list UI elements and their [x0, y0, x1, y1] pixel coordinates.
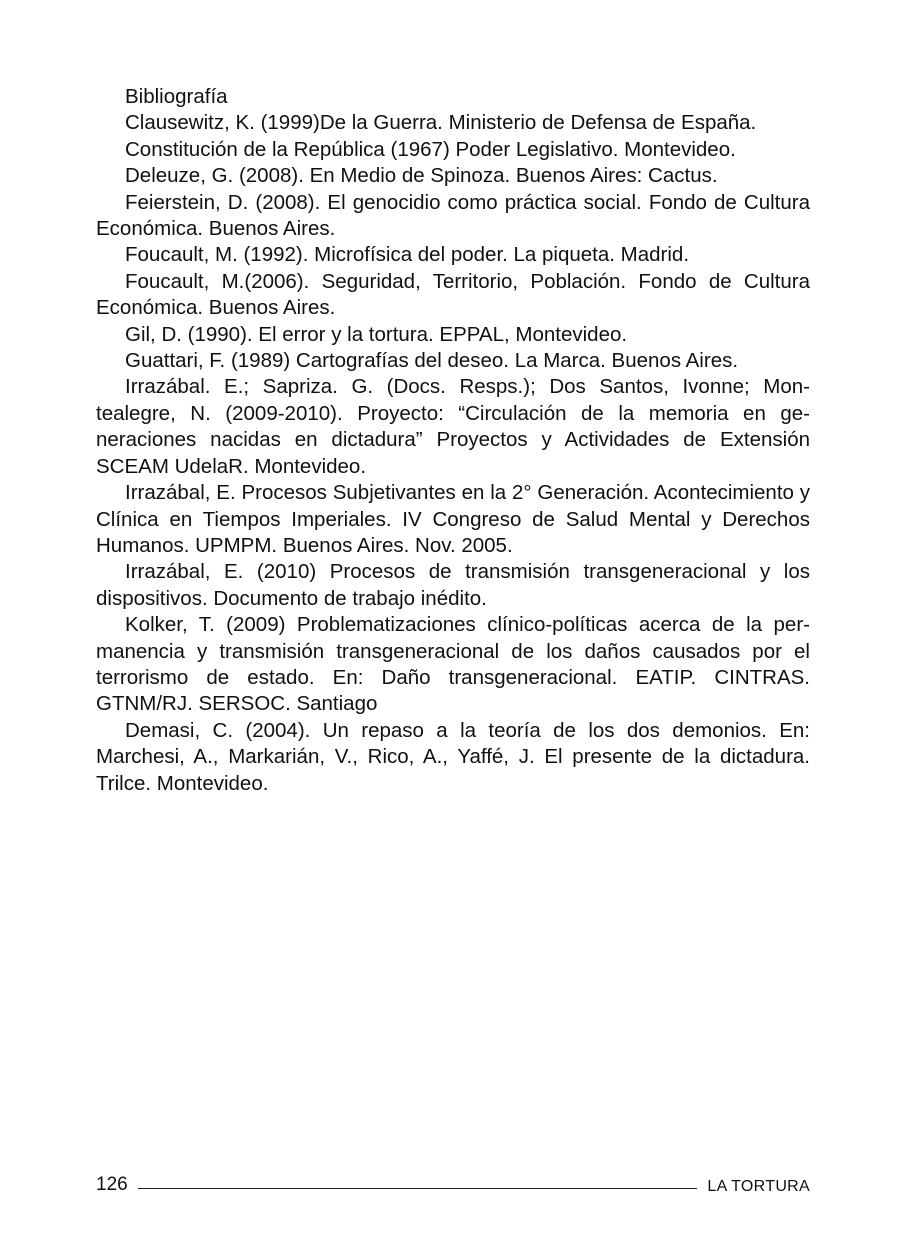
reference-entry: Kolker, T. (2009) Problematizaciones clínico-políticas acerca de la permanencia y transmisión transgeneracional de los daños causados por el terrorismo de estado. En: Daño transgeneracional. EATIP. CINTRAS. GTNM/RJ. SERSOC. Santiago — [96, 613, 810, 716]
bibliography-section — [96, 84, 810, 797]
reference-entry: Guattari, F. (1989) Cartografías del deseo. La Marca. Buenos Aires. — [125, 349, 739, 373]
reference-entry: Deleuze, G. (2008). En Medio de Spinoza. Buenos Aires: Cactus. — [125, 164, 718, 188]
page-number: 126 — [96, 1174, 128, 1195]
bibliography-heading: Bibliografía — [125, 85, 228, 108]
reference-entry: Demasi, C. (2004). Un repaso a la teoría de los dos demonios. En: Marchesi, A., Markarián, V., Rico, A., Yaffé, J. El presente de la dictadura. Trilce. Montevideo. — [96, 718, 810, 795]
reference-entry: Gil, D. (1990). El error y la tortura. EPPAL, Montevideo. — [125, 322, 628, 346]
footer-rule — [138, 1188, 698, 1189]
reference-entry: Constitución de la República (1967) Poder Legislativo. Montevideo. — [125, 137, 736, 161]
reference-entry: Feierstein, D. (2008). El genocidio como práctica social. Fondo de Cultura Económica. Buenos Aires. — [96, 190, 810, 241]
reference-entry: Foucault, M. (1992). Microfísica del poder. La piqueta. Madrid. — [125, 243, 690, 267]
reference-entry: Irrazábal, E. Procesos Subjetivantes en la 2° Generación. Acontecimiento y Clínica en Tiempos Imperiales. IV Congreso de Salud Mental y Derechos Humanos. UPMPM. Buenos Aires. Nov. 2005. — [96, 481, 810, 557]
reference-entry: Foucault, M.(2006). Seguridad, Territorio, Población. Fondo de Cultura Económica. Buenos Aires. — [96, 269, 810, 320]
reference-list — [96, 110, 810, 797]
reference-entry: Clausewitz, K. (1999)De la Guerra. Ministerio de Defensa de España. — [125, 111, 757, 135]
page-footer — [96, 1170, 810, 1200]
running-title: LA TORTURA — [707, 1178, 810, 1195]
reference-entry: Irrazábal, E. (2010) Procesos de transmisión transgeneracional y los dispositivos. Documento de trabajo inédito. — [96, 560, 810, 610]
reference-entry: Irrazábal. E.; Sapriza. G. (Docs. Resps.); Dos Santos, Ivonne; Montealegre, N. (2009-2010). Proyecto: “Circulación de la memoria en generaciones nacidas en dictadura” Proyectos y Actividades de Extensión SCEAM UdelaR. Montevideo. — [96, 375, 810, 478]
